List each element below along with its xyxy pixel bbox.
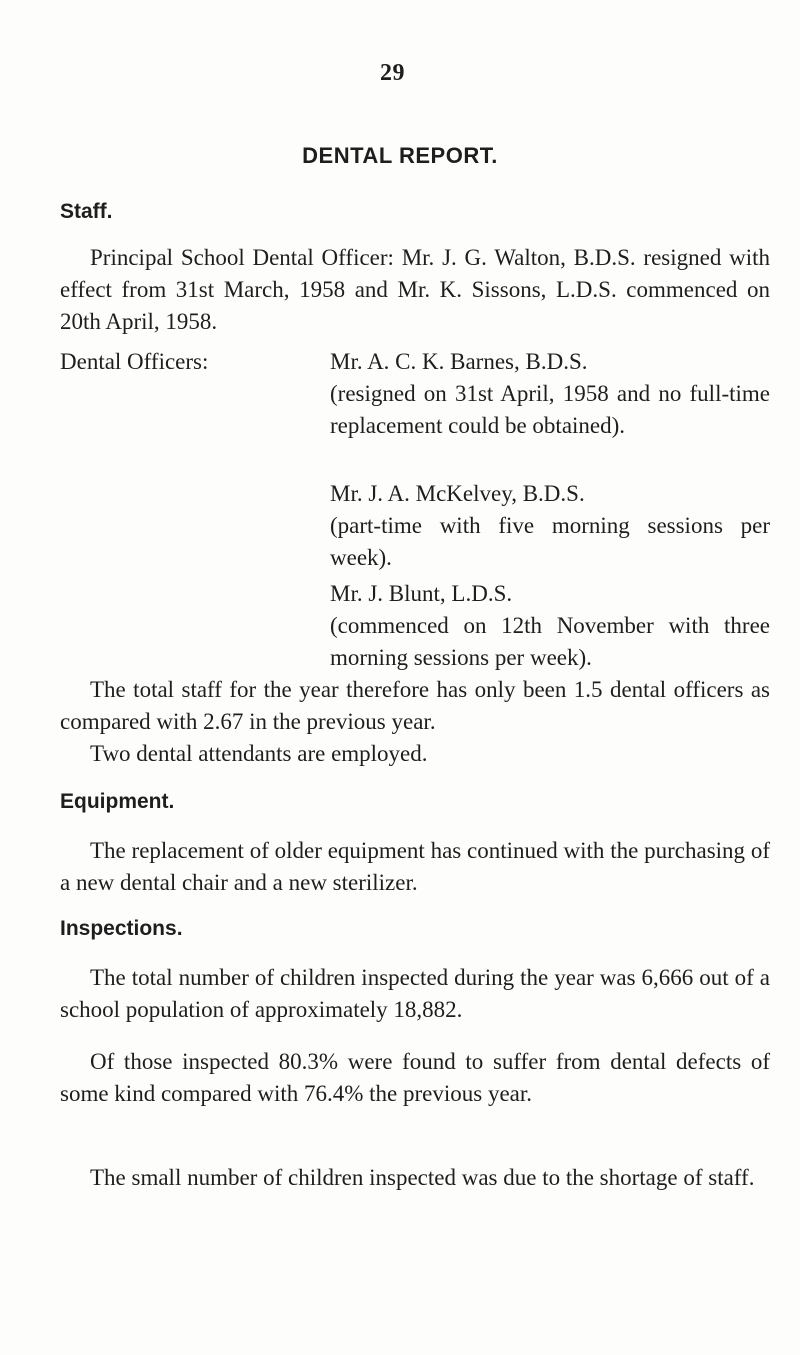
total-staff-paragraph <box>60 674 770 738</box>
inspections-paragraph <box>60 1162 770 1194</box>
inspections-defects-text: Of those inspected 80.3% were found to suffer from dental defects of some kind compared with 76.4% the previous year. <box>60 1049 770 1106</box>
principal-officer-paragraph <box>60 242 770 338</box>
attendants-paragraph <box>60 738 770 770</box>
inspections-paragraph <box>60 962 770 1026</box>
dental-officers-label: Dental Officers: <box>60 349 209 374</box>
total-staff-text: The total staff for the year therefore has only been 1.5 dental officers as compared with 2.67 in the previous year. <box>60 677 770 734</box>
officer-name: Mr. J. Blunt, L.D.S. <box>330 581 513 606</box>
equipment-heading: Equipment. <box>60 790 175 813</box>
report-title: DENTAL REPORT. <box>302 143 498 168</box>
officer-name: Mr. A. C. K. Barnes, B.D.S. <box>330 349 588 374</box>
officer-note: (part-time with five morning sessions per week). <box>330 513 770 570</box>
officer-name: Mr. J. A. McKelvey, B.D.S. <box>330 481 585 506</box>
equipment-text: The replacement of older equipment has continued with the purchasing of a new dental chair and a new sterilizer. <box>60 838 770 895</box>
officer-entry <box>330 478 770 574</box>
staff-heading: Staff. <box>60 200 113 223</box>
inspections-paragraph <box>60 1046 770 1110</box>
inspections-total-text: The total number of children inspected during the year was 6,666 out of a school population of approximately 18,882. <box>60 965 770 1022</box>
principal-officer-text: Principal School Dental Officer: Mr. J. G. Walton, B.D.S. resigned with effect from 31st March, 1958 and Mr. K. Sissons, L.D.S. commenced on 20th April, 1958. <box>60 245 770 334</box>
inspections-shortage-text: The small number of children inspected was due to the shortage of staff. <box>90 1165 755 1190</box>
officer-entry <box>330 346 770 442</box>
officer-note: (resigned on 31st April, 1958 and no full-time replacement could be obtained). <box>330 381 770 438</box>
officer-note: (commenced on 12th November with three morning sessions per week). <box>330 613 770 670</box>
inspections-heading: Inspections. <box>60 917 183 940</box>
officer-entry <box>330 578 770 674</box>
equipment-paragraph <box>60 835 770 899</box>
attendants-text: Two dental attendants are employed. <box>90 741 428 766</box>
page-number: 29 <box>380 60 405 86</box>
